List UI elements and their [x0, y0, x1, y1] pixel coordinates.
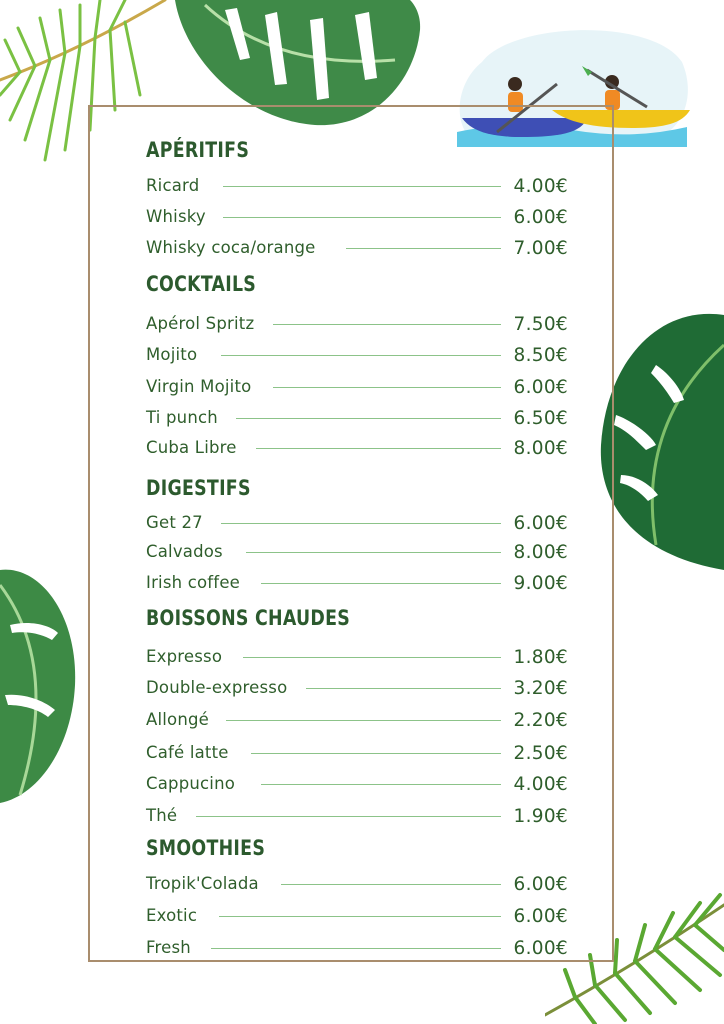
- leader-line: [306, 688, 501, 689]
- leader-line: [273, 324, 501, 325]
- item-name: Whisky coca/orange: [146, 238, 316, 257]
- section-title: APÉRITIFS: [146, 138, 250, 162]
- item-price: 3.20€: [513, 678, 568, 699]
- leader-line: [261, 784, 501, 785]
- menu-item: [146, 540, 576, 564]
- item-price: 1.80€: [513, 647, 568, 668]
- section-title: SMOOTHIES: [146, 836, 266, 860]
- menu-item: [146, 436, 576, 460]
- leader-line: [251, 753, 501, 754]
- item-price: 1.90€: [513, 806, 568, 827]
- leader-line: [236, 418, 501, 419]
- item-price: 4.00€: [513, 774, 568, 795]
- item-price: 6.00€: [513, 207, 568, 228]
- item-name: Cappucino: [146, 774, 236, 793]
- menu-item: [146, 904, 576, 928]
- section-title: DIGESTIFS: [146, 476, 251, 500]
- menu-item: [146, 804, 576, 828]
- item-name: Get 27: [146, 513, 203, 532]
- menu-item: [146, 936, 576, 960]
- item-price: 8.00€: [513, 542, 568, 563]
- menu-item: [146, 511, 576, 535]
- item-name: Virgin Mojito: [146, 377, 252, 396]
- menu-item: [146, 312, 576, 336]
- item-name: Expresso: [146, 647, 223, 666]
- leader-line: [346, 248, 501, 249]
- section-title: COCKTAILS: [146, 272, 257, 296]
- leader-line: [256, 448, 501, 449]
- item-price: 7.00€: [513, 238, 568, 259]
- item-name: Mojito: [146, 345, 198, 364]
- menu-item: [146, 406, 576, 430]
- menu-item: [146, 571, 576, 595]
- item-price: 6.00€: [513, 938, 568, 959]
- monstera-leaf-icon: [596, 305, 724, 575]
- item-price: 7.50€: [513, 314, 568, 335]
- item-name: Tropik'Colada: [146, 874, 259, 893]
- leader-line: [281, 884, 501, 885]
- menu-item: [146, 174, 576, 198]
- leader-line: [196, 816, 501, 817]
- item-price: 6.00€: [513, 513, 568, 534]
- item-name: Irish coffee: [146, 573, 241, 592]
- item-price: 6.00€: [513, 874, 568, 895]
- item-price: 4.00€: [513, 176, 568, 197]
- item-price: 6.00€: [513, 377, 568, 398]
- menu-item: [146, 205, 576, 229]
- menu-item: [146, 708, 576, 732]
- item-name: Calvados: [146, 542, 223, 561]
- item-price: 2.20€: [513, 710, 568, 731]
- item-name: Thé: [146, 806, 178, 825]
- monstera-leaf-icon: [0, 565, 80, 805]
- menu-item: [146, 772, 576, 796]
- leader-line: [226, 720, 501, 721]
- menu-item: [146, 645, 576, 669]
- item-price: 8.50€: [513, 345, 568, 366]
- leader-line: [221, 523, 501, 524]
- item-name: Ricard: [146, 176, 200, 195]
- leader-line: [211, 948, 501, 949]
- menu-item: [146, 343, 576, 367]
- item-price: 8.00€: [513, 438, 568, 459]
- item-name: Ti punch: [146, 408, 218, 427]
- item-name: Apérol Spritz: [146, 314, 255, 333]
- item-price: 6.50€: [513, 408, 568, 429]
- menu-item: [146, 741, 576, 765]
- item-name: Exotic: [146, 906, 198, 925]
- leader-line: [223, 217, 501, 218]
- menu-item: [146, 872, 576, 896]
- item-name: Cuba Libre: [146, 438, 237, 457]
- leader-line: [223, 186, 501, 187]
- item-price: 2.50€: [513, 743, 568, 764]
- leader-line: [261, 583, 501, 584]
- menu-item: [146, 676, 576, 700]
- section-title: BOISSONS CHAUDES: [146, 606, 351, 630]
- item-price: 6.00€: [513, 906, 568, 927]
- item-name: Whisky: [146, 207, 206, 226]
- item-name: Double-expresso: [146, 678, 288, 697]
- leader-line: [246, 552, 501, 553]
- leader-line: [243, 657, 501, 658]
- item-price: 9.00€: [513, 573, 568, 594]
- item-name: Fresh: [146, 938, 191, 957]
- leader-line: [219, 916, 501, 917]
- menu-item: [146, 375, 576, 399]
- menu-item: [146, 236, 576, 260]
- item-name: Allongé: [146, 710, 210, 729]
- item-name: Café latte: [146, 743, 229, 762]
- leader-line: [221, 355, 501, 356]
- leader-line: [273, 387, 501, 388]
